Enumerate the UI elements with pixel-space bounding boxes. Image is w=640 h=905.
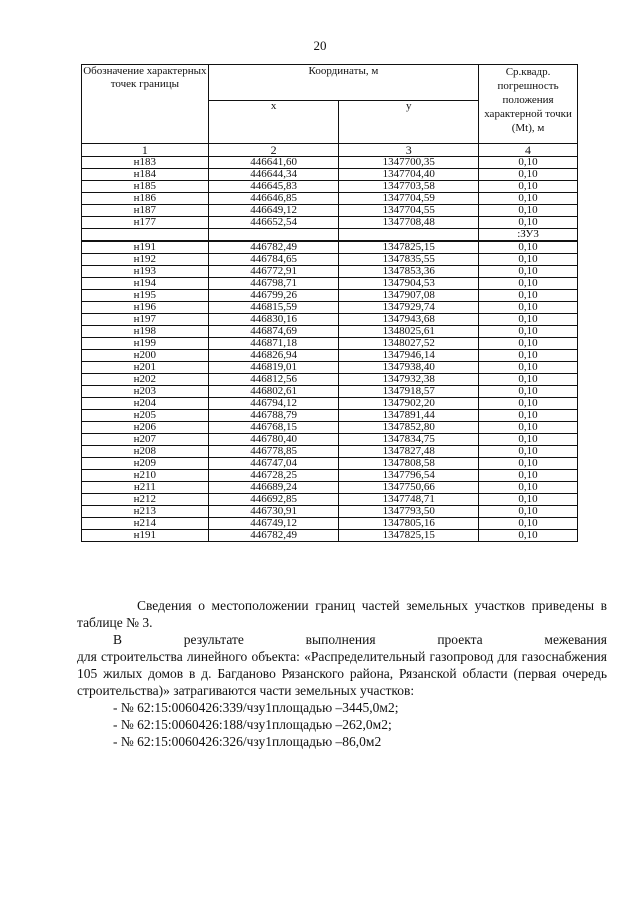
coord-y: 1347932,38: [339, 374, 479, 386]
header-x: x: [208, 101, 339, 144]
word: результате: [183, 632, 244, 647]
point-error: 0,10: [479, 446, 578, 458]
coord-y: 1347708,48: [339, 217, 479, 229]
point-error: 0,10: [479, 290, 578, 302]
table-row: [82, 157, 578, 169]
coord-x: 446749,12: [208, 518, 339, 530]
table-row: [82, 229, 578, 242]
coord-y: 1347808,58: [339, 458, 479, 470]
table-row: [82, 410, 578, 422]
table-row: [82, 482, 578, 494]
table-row: [82, 422, 578, 434]
point-name: н192: [82, 254, 209, 266]
coord-x: 446819,01: [208, 362, 339, 374]
body-text: [77, 597, 607, 750]
land-part-item: - № 62:15:0060426:188/чзу1площадью –262,0м2;: [113, 717, 392, 732]
point-error: 0,10: [479, 386, 578, 398]
land-part-item: - № 62:15:0060426:326/чзу1площадью –86,0м2: [113, 734, 382, 749]
coord-x: 446778,85: [208, 446, 339, 458]
page-number: 20: [313, 38, 327, 53]
table-row: [82, 398, 578, 410]
table-row: [82, 506, 578, 518]
coord-y: 1347891,44: [339, 410, 479, 422]
coord-y: 1347835,55: [339, 254, 479, 266]
point-name: н207: [82, 434, 209, 446]
point-name: н197: [82, 314, 209, 326]
coord-x: 446644,34: [208, 169, 339, 181]
coord-x: 446646,85: [208, 193, 339, 205]
point-name: н201: [82, 362, 209, 374]
point-name: н183: [82, 157, 209, 169]
point-error: :ЗУ3: [479, 229, 578, 242]
coord-x: 446649,12: [208, 205, 339, 217]
coord-y: 1347852,80: [339, 422, 479, 434]
point-name: н204: [82, 398, 209, 410]
coord-y: 1347748,71: [339, 494, 479, 506]
point-error: 0,10: [479, 506, 578, 518]
point-error: 0,10: [479, 157, 578, 169]
coord-y: 1347805,16: [339, 518, 479, 530]
table-row: [82, 446, 578, 458]
coord-y: 1347853,36: [339, 266, 479, 278]
table-row: [82, 290, 578, 302]
table-row: [82, 169, 578, 181]
point-name: н206: [82, 422, 209, 434]
paragraph-result-firstline: [77, 631, 607, 648]
table-row: [82, 241, 578, 254]
point-error: 0,10: [479, 266, 578, 278]
coord-x: 446652,54: [208, 217, 339, 229]
point-error: 0,10: [479, 350, 578, 362]
header-y: y: [339, 101, 479, 144]
coord-x: 446798,71: [208, 278, 339, 290]
table-body: [82, 157, 578, 542]
coord-x: 446782,49: [208, 241, 339, 254]
coord-x: 446788,79: [208, 410, 339, 422]
coord-y: 1347902,20: [339, 398, 479, 410]
coord-x: 446794,12: [208, 398, 339, 410]
point-name: н198: [82, 326, 209, 338]
coord-y: 1348027,52: [339, 338, 479, 350]
paragraph-table-reference: Сведения о местоположении границ частей земельных участков приведены в таблице № 3.: [77, 598, 607, 630]
table-row: [82, 314, 578, 326]
coord-y: 1347704,40: [339, 169, 479, 181]
point-error: 0,10: [479, 482, 578, 494]
point-error: 0,10: [479, 314, 578, 326]
point-name: н211: [82, 482, 209, 494]
point-name: н202: [82, 374, 209, 386]
point-error: 0,10: [479, 494, 578, 506]
land-parts-list: [77, 699, 607, 750]
point-name: н214: [82, 518, 209, 530]
table-row: [82, 458, 578, 470]
coord-y: 1347704,55: [339, 205, 479, 217]
point-error: 0,10: [479, 169, 578, 181]
coord-x: 446871,18: [208, 338, 339, 350]
point-error: 0,10: [479, 217, 578, 229]
column-number: 3: [339, 144, 479, 157]
point-error: 0,10: [479, 518, 578, 530]
coord-y: 1347827,48: [339, 446, 479, 458]
point-error: 0,10: [479, 458, 578, 470]
point-name: н200: [82, 350, 209, 362]
table-row: [82, 374, 578, 386]
coord-x: 446747,04: [208, 458, 339, 470]
coord-x: 446768,15: [208, 422, 339, 434]
table-row: [82, 326, 578, 338]
coord-x: 446692,85: [208, 494, 339, 506]
coord-x: 446874,69: [208, 326, 339, 338]
point-error: 0,10: [479, 470, 578, 482]
coord-y: 1347700,35: [339, 157, 479, 169]
point-error: 0,10: [479, 278, 578, 290]
point-name: н195: [82, 290, 209, 302]
point-error: 0,10: [479, 326, 578, 338]
coord-x: 446826,94: [208, 350, 339, 362]
table-row: [82, 254, 578, 266]
column-number: 1: [82, 144, 209, 157]
header-designation: Обозначение характерных точек границы: [82, 65, 209, 144]
point-name: [82, 229, 209, 242]
table-row: [82, 386, 578, 398]
coord-y: 1347907,08: [339, 290, 479, 302]
header-coordinates: Координаты, м: [208, 65, 478, 101]
point-error: 0,10: [479, 410, 578, 422]
point-name: н196: [82, 302, 209, 314]
point-name: н187: [82, 205, 209, 217]
coord-y: 1347904,53: [339, 278, 479, 290]
point-error: 0,10: [479, 530, 578, 542]
coord-x: 446802,61: [208, 386, 339, 398]
word: выполнения: [305, 632, 376, 647]
table-row: [82, 530, 578, 542]
coord-x: 446645,83: [208, 181, 339, 193]
table-row: [82, 518, 578, 530]
table-row: [82, 470, 578, 482]
coord-x: 446780,40: [208, 434, 339, 446]
table-row: [82, 350, 578, 362]
point-error: 0,10: [479, 302, 578, 314]
point-name: н193: [82, 266, 209, 278]
paragraph-result: для строительства линейного объекта: «Распределительный газопровод для газоснабжения 105 жилых домов в д. Багданово Рязанского района, Рязанской области (первая очередь строительства)» затрагиваются части земельных участков:: [77, 649, 607, 698]
coord-y: 1347704,59: [339, 193, 479, 205]
coord-y: 1347825,15: [339, 241, 479, 254]
coord-x: 446772,91: [208, 266, 339, 278]
column-number: 4: [479, 144, 578, 157]
coord-y: 1347750,66: [339, 482, 479, 494]
header-mt: Ср.квадр. погрешность положения характерной точки (Mt), м: [479, 65, 578, 144]
point-name: н208: [82, 446, 209, 458]
coord-y: 1347793,50: [339, 506, 479, 518]
point-name: н199: [82, 338, 209, 350]
point-error: 0,10: [479, 181, 578, 193]
coord-y: 1347918,57: [339, 386, 479, 398]
coordinates-table: [81, 64, 578, 542]
point-error: 0,10: [479, 422, 578, 434]
table-row: [82, 338, 578, 350]
coord-x: [208, 229, 339, 242]
point-error: 0,10: [479, 362, 578, 374]
coord-x: 446799,26: [208, 290, 339, 302]
point-name: н185: [82, 181, 209, 193]
point-name: н194: [82, 278, 209, 290]
coord-y: 1347825,15: [339, 530, 479, 542]
word: межевания: [544, 632, 607, 647]
coord-x: 446830,16: [208, 314, 339, 326]
point-error: 0,10: [479, 434, 578, 446]
coord-x: 446784,65: [208, 254, 339, 266]
point-error: 0,10: [479, 254, 578, 266]
point-error: 0,10: [479, 193, 578, 205]
word: проекта: [437, 632, 483, 647]
table-row: [82, 362, 578, 374]
coord-x: 446689,24: [208, 482, 339, 494]
coord-x: 446730,91: [208, 506, 339, 518]
table-row: [82, 302, 578, 314]
coord-y: 1347834,75: [339, 434, 479, 446]
point-name: н184: [82, 169, 209, 181]
point-error: 0,10: [479, 338, 578, 350]
coord-x: 446641,60: [208, 157, 339, 169]
coord-x: 446728,25: [208, 470, 339, 482]
point-name: н191: [82, 241, 209, 254]
point-name: н191: [82, 530, 209, 542]
point-name: н212: [82, 494, 209, 506]
coord-y: 1347946,14: [339, 350, 479, 362]
coord-y: 1347703,58: [339, 181, 479, 193]
point-error: 0,10: [479, 241, 578, 254]
land-part-item: - № 62:15:0060426:339/чзу1площадью –3445,0м2;: [113, 700, 399, 715]
table-row: [82, 217, 578, 229]
point-name: н205: [82, 410, 209, 422]
coord-x: 446815,59: [208, 302, 339, 314]
table-row: [82, 181, 578, 193]
point-error: 0,10: [479, 374, 578, 386]
coord-y: 1347929,74: [339, 302, 479, 314]
point-name: н203: [82, 386, 209, 398]
table-row: [82, 193, 578, 205]
point-name: н186: [82, 193, 209, 205]
coord-x: 446812,56: [208, 374, 339, 386]
table-row: [82, 266, 578, 278]
point-name: н210: [82, 470, 209, 482]
coord-y: [339, 229, 479, 242]
coord-y: 1348025,61: [339, 326, 479, 338]
point-name: н177: [82, 217, 209, 229]
point-name: н209: [82, 458, 209, 470]
word: В: [113, 632, 123, 647]
table-row: [82, 205, 578, 217]
point-name: н213: [82, 506, 209, 518]
point-error: 0,10: [479, 205, 578, 217]
coord-y: 1347796,54: [339, 470, 479, 482]
coord-x: 446782,49: [208, 530, 339, 542]
table-row: [82, 278, 578, 290]
coord-y: 1347938,40: [339, 362, 479, 374]
coord-y: 1347943,68: [339, 314, 479, 326]
table-row: [82, 434, 578, 446]
table-row: [82, 494, 578, 506]
column-number: 2: [208, 144, 339, 157]
point-error: 0,10: [479, 398, 578, 410]
